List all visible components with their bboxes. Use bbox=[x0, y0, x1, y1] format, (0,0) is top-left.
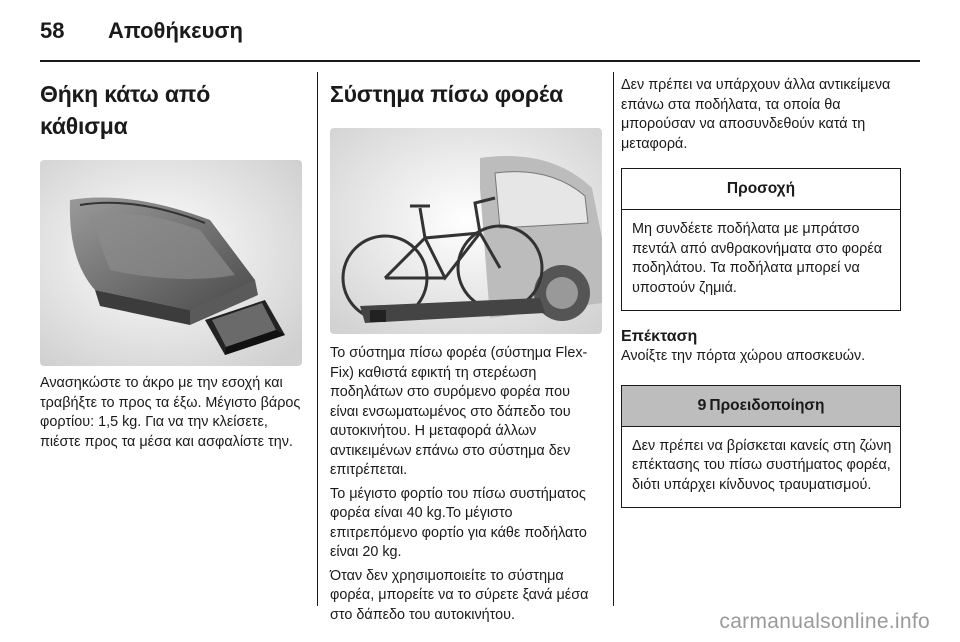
bike-carrier-illustration bbox=[330, 128, 602, 334]
heading-extension: Επέκταση bbox=[621, 328, 698, 345]
column-divider bbox=[317, 72, 318, 606]
watermark: carmanualsonline.info bbox=[719, 610, 930, 633]
rear-carrier-paragraph-1: Το σύστημα πίσω φορέα (σύστημα Flex-Fix) καθιστά εφικτή τη στερέωση ποδηλάτων στο συρόμενο φορέα που είναι ενσωματωμένος στο δάπεδο του αυτοκινήτου. Η μεταφορά άλλων αντικειμένων επάνω στο σύστημα δεν επιτρέπεται. bbox=[330, 345, 588, 478]
extension-text: Ανοίξτε την πόρτα χώρου αποσκευών. bbox=[621, 348, 866, 364]
rear-carrier-paragraph-2: Το μέγιστο φορτίο του πίσω συστήματος φορέα είναι 40 kg.Το μέγιστο επιτρεπόμενο φορτίο για κάθε ποδήλατο είναι 20 kg. bbox=[330, 485, 587, 560]
heading-rear-carrier: Σύστημα πίσω φορέα bbox=[330, 81, 564, 107]
caution-box bbox=[621, 168, 901, 311]
warning-box bbox=[621, 385, 901, 509]
column-right bbox=[621, 72, 901, 508]
rear-carrier-paragraph-3: Όταν δεν χρησιμοποιείτε το σύστημα φορέα, μπορείτε να το σύρετε ξανά μέσα στο δάπεδο του αυτοκινήτου. bbox=[330, 567, 589, 623]
warning-text: Δεν πρέπει να βρίσκεται κανείς στη ζώνη επέκτασης του πίσω συστήματος φορέα, διότι υπάρχει κίνδυνος τραυματισμού. bbox=[632, 437, 892, 493]
column-seat-drawer bbox=[40, 72, 302, 452]
column-divider bbox=[613, 72, 614, 606]
caution-title: Προσοχή bbox=[622, 169, 900, 210]
warning-header bbox=[622, 386, 900, 427]
seat-drawer-text: Ανασηκώστε το άκρο με την εσοχή και τραβήξτε το προς τα έξω. Μέγιστο βάρος φορτίου: 1,5 kg. Για να την κλείσετε, πιέστε προς τα μέσα και ασφαλίστε την. bbox=[40, 375, 301, 450]
warning-icon: 9 bbox=[697, 396, 707, 414]
section-title: Αποθήκευση bbox=[108, 18, 243, 43]
caution-text: Μη συνδέετε ποδήλατα με μπράτσο πεντάλ από ανθρακονήματα στο φορέα ποδηλάτου. Τα ποδήλατα μπορεί να υποστούν ζημιά. bbox=[632, 221, 883, 296]
heading-seat-drawer: Θήκη κάτω από κάθισμα bbox=[40, 81, 211, 139]
page-header bbox=[40, 12, 920, 52]
carrier-intro-text: Δεν πρέπει να υπάρχουν άλλα αντικείμενα επάνω στα ποδήλατα, τα οποία θα μπορούσαν να αποσυνδεθούν κατά τη μεταφορά. bbox=[621, 77, 891, 152]
header-rule bbox=[40, 60, 920, 62]
page-number: 58 bbox=[40, 18, 65, 43]
seat-drawer-illustration bbox=[40, 160, 302, 366]
warning-title: Προειδοποίηση bbox=[709, 396, 825, 414]
column-rear-carrier bbox=[330, 72, 602, 625]
